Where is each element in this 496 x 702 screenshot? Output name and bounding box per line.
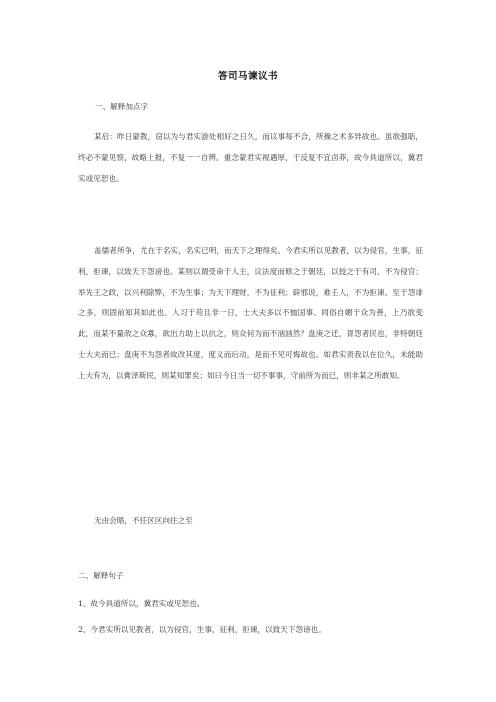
question-item-1: 1、故今具道所以，冀君实或见恕也。 <box>78 599 205 608</box>
paragraph-opening: 某启：昨日蒙教，窃以为与君实游处相好之日久，而议事每不合，所操之术多异故也。虽欲强聒，终必不蒙见察，故略上报，不复一一自辨。重念蒙君实视遇厚，于反复不宜卤莽，故今具道所以，冀君实或见恕也。 <box>78 132 423 183</box>
section-heading-explain-sentences: 二、解释句子 <box>78 571 124 580</box>
section-heading-explain-words: 一、解释加点字 <box>95 102 149 111</box>
paragraph-closing: 无由会晤，不任区区向往之至 <box>94 516 193 525</box>
document-title: 答司马谏议书 <box>217 71 278 82</box>
paragraph-main-argument: 盖儒者所争，尤在于名实，名实已明，而天下之理得矣。今君实所以见教者，以为侵官，生事，征利，拒谏，以致天下怨谤也。某则以谓受命于人主，议法度而修之于朝廷，以授之于有司，不为侵官；举先王之政，以兴利除弊，不为生事；为天下理财，不为征利；辟邪说，难壬人，不为拒谏。至于怨诽之多，则固前知其如此也。人习于苟且非一日，士大夫多以不恤国事、同俗自媚于众为善，上乃欲变此，而某不量敌之众寡，欲出力助上以抗之，则众何为而不汹汹然？盘庚之迁，胥怨者民也，非特朝廷士大夫而已；盘庚不为怨者故改其度，度义而后动，是而不见可悔故也。如君实责我以在位久，未能助上大有为，以膏泽斯民，则某知罪矣；如曰今日当一切不事事，守前所为而已，则非某之所敢知。 <box>78 246 423 380</box>
question-item-2: 2、今君实所以见教者，以为侵官，生事，征利，拒谏，以致天下怨谤也。 <box>78 625 326 634</box>
